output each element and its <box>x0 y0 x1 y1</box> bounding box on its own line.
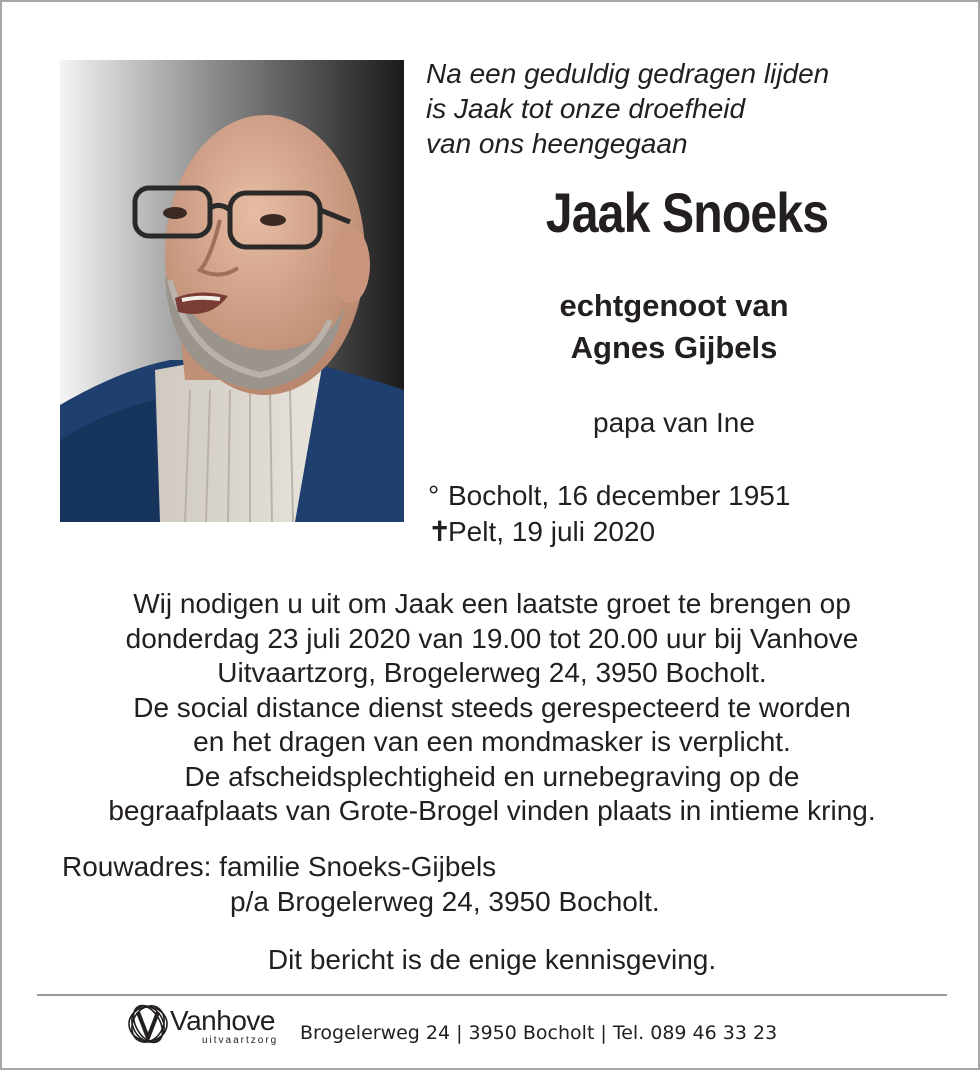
intro-line: van ons heengegaan <box>426 128 688 159</box>
vanhove-logo <box>122 1002 302 1052</box>
vanhove-logo-icon <box>124 1002 172 1046</box>
logo-subtitle: uitvaartzorg <box>202 1035 279 1046</box>
deceased-name: Jaak Snoeks <box>545 181 829 244</box>
birth-text: Bocholt, 16 december 1951 <box>448 480 791 511</box>
footer-city: 3950 Bocholt <box>468 1022 595 1044</box>
body-line: De social distance dienst steeds gerespecteerd te worden <box>133 691 851 723</box>
intro-line: Na een geduldig gedragen lijden <box>426 58 830 89</box>
death-text: Pelt, 19 juli 2020 <box>448 516 656 547</box>
dates-block <box>428 478 948 550</box>
funeral-home-footer <box>122 1002 942 1062</box>
body-line: begraafplaats van Grote-Brogel vinden plaats in intieme kring. <box>108 795 876 826</box>
portrait-photo <box>60 60 404 522</box>
body-line: donderdag 23 juli 2020 van 19.00 tot 20.00 uur bij Vanhove <box>125 622 859 654</box>
footer-street: Brogelerweg 24 <box>300 1022 451 1044</box>
cross-icon: ✝ <box>428 516 452 547</box>
footer-separator: | <box>600 1022 607 1044</box>
body-line: De afscheidsplechtigheid en urnebegraving op de <box>184 760 800 792</box>
portrait-photo-icon <box>60 60 404 522</box>
divider <box>37 994 947 996</box>
invitation-text <box>42 587 942 829</box>
intro-line: is Jaak tot onze droefheid <box>426 93 746 124</box>
spouse-name: Agnes Gijbels <box>570 330 778 365</box>
body-line: en het dragen van een mondmasker is verplicht. <box>193 726 791 757</box>
child-line: papa van Ine <box>593 407 755 438</box>
birth-line <box>428 478 948 514</box>
mourning-address-label: Rouwadres: familie Snoeks-Gijbels <box>62 851 497 882</box>
logo-name: Vanhove <box>170 1005 275 1036</box>
body-line: Wij nodigen u uit om Jaak een laatste groet te brengen op <box>133 588 851 619</box>
footer-phone: Tel. 089 46 33 23 <box>612 1022 778 1044</box>
body-line: Uitvaartzorg, Brogelerweg 24, 3950 Bocholt. <box>217 657 767 688</box>
footer-separator: | <box>456 1022 463 1044</box>
mourning-address-line: p/a Brogelerweg 24, 3950 Bocholt. <box>230 886 660 917</box>
birth-symbol-icon: ° <box>428 480 440 511</box>
intro-text <box>426 56 946 161</box>
footer-contact <box>300 1020 777 1046</box>
death-line <box>428 514 948 550</box>
notice-text: Dit bericht is de enige kennisgeving. <box>267 944 717 975</box>
spouse-title: echtgenoot van <box>559 288 789 323</box>
